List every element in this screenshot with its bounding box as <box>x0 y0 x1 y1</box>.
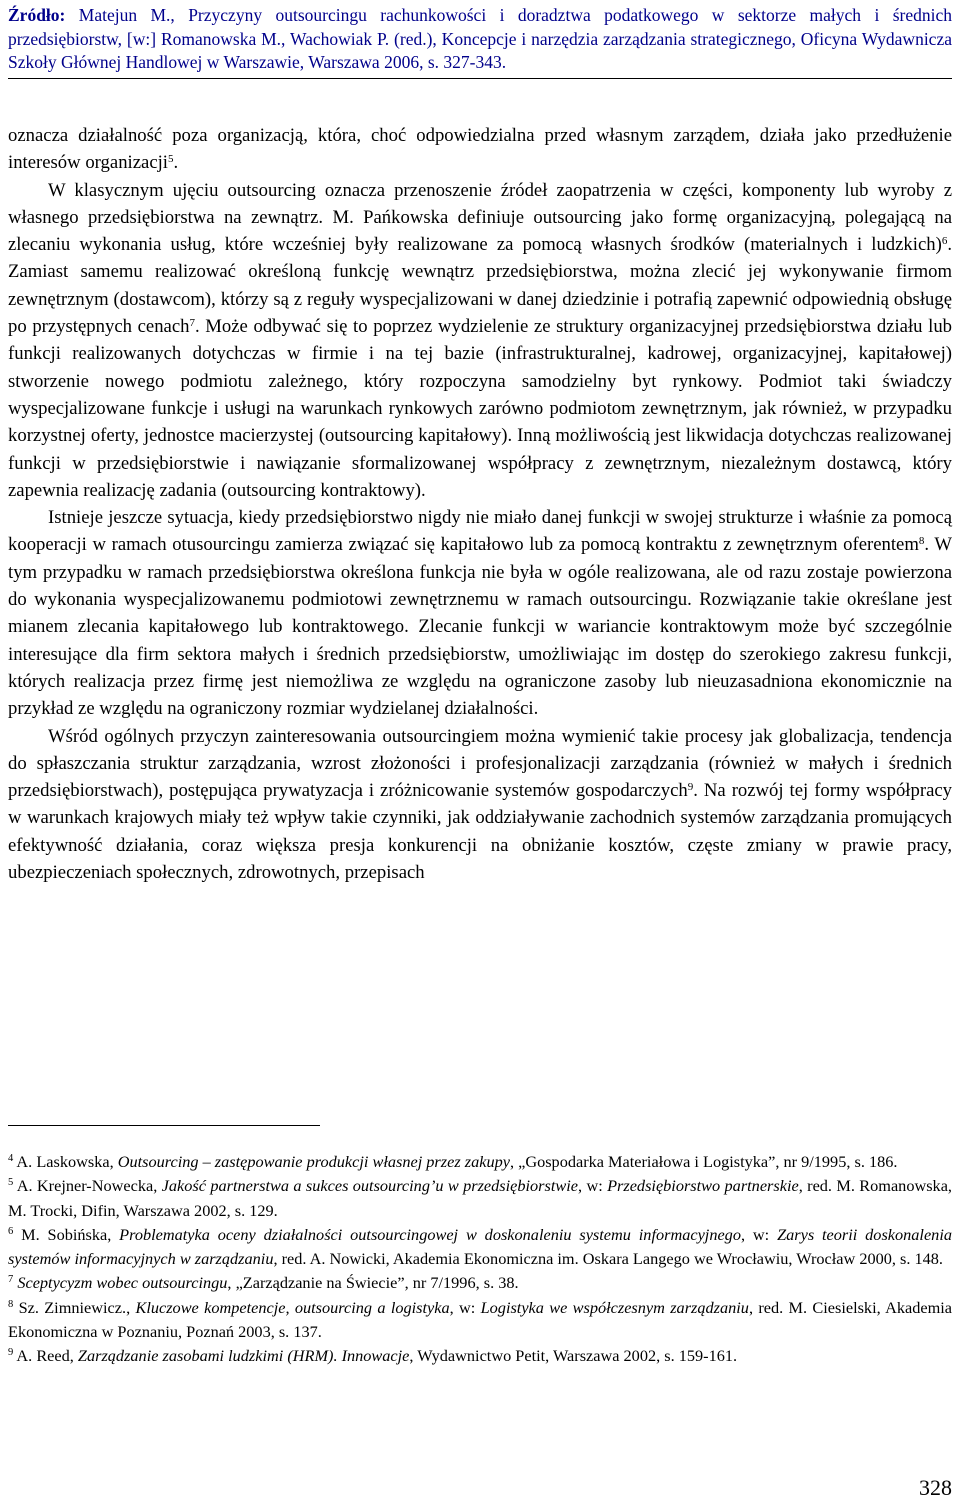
footnote-separator <box>8 1125 320 1126</box>
footnote-title: Problematyka oceny działalności outsourcingowej w doskonaleniu systemu informacyjnego <box>119 1224 741 1244</box>
paragraph-text: . W tym przypadku w ramach przedsiębiorstwa określona funkcja nie była w ogóle realizowana, ale od razu zostaje powierzona do wykonania wyspecjalizowanemu podmiotowi zewnętrznemu w ramach outsourcingu. Rozwiązanie takie określane jest mianem zlecania kapitałowego lub kontraktowego. Zlecanie funkcji w wariancie kontraktowym może być szczególnie interesujące dla firm sektora małych i średnich przedsiębiorstw, umożliwiając im dostęp do szerokiego zakresu funkcji, których realizacja przez firmę jest niemożliwa ze względu na ograniczone zasoby lub nieuzasadniona ekonomicznie na przykład ze względu na ograniczony rozmiar wydzielanej działalności. <box>8 534 952 720</box>
footnote-text: , red. M. Romanowska, M. Trocki, Difin, Warszawa 2002, s. 129. <box>8 1176 952 1220</box>
paragraph-text: Istnieje jeszcze sytuacja, kiedy przedsiębiorstwo nigdy nie miało danej funkcji w swojej strukturze i właśnie za pomocą kooperacji w ramach otusourcingu zamierza związać się kapitałowo lub za pomocą kontraktu z zewnętrznym oferentem <box>8 507 952 556</box>
footnote-title: Zarządzanie zasobami ludzkimi (HRM). Innowacje <box>77 1346 410 1366</box>
footnote-title: Logistyka we współczesnym zarządzaniu <box>480 1297 749 1317</box>
footnote-number: 7 <box>8 1274 14 1286</box>
footnote-number: 9 <box>8 1347 14 1359</box>
paragraph-4 <box>8 723 952 887</box>
page-number: 328 <box>919 1475 952 1500</box>
footnote-number: 8 <box>8 1298 14 1310</box>
paragraph-text: . <box>173 152 179 174</box>
source-label: Źródło: <box>8 5 66 25</box>
footnote-text: , w: <box>740 1224 778 1244</box>
footnote-text: , w: <box>578 1176 608 1196</box>
footnote-ref-7[interactable]: 7 <box>189 317 195 330</box>
footnote-ref-6[interactable]: 6 <box>941 235 948 248</box>
paragraph-2 <box>8 177 952 505</box>
footnote-text: , „Gospodarka Materiałowa i Logistyka”, nr 9/1995, s. 186. <box>509 1152 898 1171</box>
paragraph-text: . Zamiast samemu realizować określoną funkcję wewnątrz przedsiębiorstwa, można zlecić jej wykonywanie firmom zewnętrznym (dostawcom), którzy są z reguły wyspecjalizowani w danej dziedzinie i potrafią zapewnić odpowiednią obsługę po przystępnych cenach <box>8 234 952 338</box>
paragraph-1 <box>8 122 952 177</box>
footnote-title: Kluczowe kompetencje, outsourcing a logistyka <box>135 1297 450 1317</box>
footnote-text: , „Zarządzanie na Świecie”, nr 7/1996, s. 38. <box>227 1273 519 1293</box>
footnote-number: 5 <box>8 1177 14 1189</box>
footnote-9 <box>8 1344 952 1368</box>
paragraph-text: Wśród ogólnych przyczyn zainteresowania outsourcingiem można wymienić takie procesy jak globalizacja, tendencja do spłaszczania struktur zarządzania, wzrost złożoności i profesjonalizacji zarządzania (również w małych i średnich przedsiębiorstwach), postępująca prywatyzacja i zróżnicowanie systemów gospodarczych <box>8 725 952 802</box>
source-citation <box>8 4 952 79</box>
footnote-text: Sz. Zimniewicz., <box>13 1297 136 1317</box>
footnote-title: Outsourcing – zastępowanie produkcji własnej przez zakupy <box>117 1152 510 1171</box>
source-text: Matejun M., Przyczyny outsourcingu rachunkowości i doradztwa podatkowego w sektorze małych i średnich przedsiębiorstw, [w:] Romanowska M., Wachowiak P. (red.), Koncepcje i narzędzia zarządzania strategicznego, Oficyna Wydawnicza Szkoły Głównej Handlowej w Warszawie, Warszawa 2006, s. 327-343. <box>8 5 952 72</box>
footnote-text: A. Krejner-Nowecka, <box>13 1176 162 1196</box>
footnote-5 <box>8 1174 952 1223</box>
footnote-text: , w: <box>449 1297 481 1317</box>
footnote-text: , red. A. Nowicki, Akademia Ekonomiczna im. Oskara Langego we Wrocławiu, Wrocław 2000, s. 148. <box>273 1249 943 1269</box>
footnote-text: A. Laskowska, <box>13 1152 118 1171</box>
footnote-text: , Wydawnictwo Petit, Warszawa 2002, s. 159-161. <box>409 1346 738 1366</box>
footnote-title: Jakość partnerstwa a sukces outsourcing’u w przedsiębiorstwie <box>161 1176 578 1196</box>
footnote-text: M. Sobińska, <box>13 1224 120 1244</box>
paragraph-text: oznacza działalność poza organizacją, która, choć odpowiedzialna przed własnym zarządem, działa jako przedłużenie interesów organizacji <box>8 125 952 174</box>
paragraph-text: . Na rozwój tej formy współpracy w warunkach krajowych miały też wpływ takie czynniki, jak oddziaływanie zachodnich systemów zarządzania promujących efektywność działania, coraz większa presja konkurencji na obniżanie kosztów, częste zmiany w prawie pracy, ubezpieczeniach społecznych, zdrowotnych, przepisach <box>8 780 952 884</box>
footnote-title: Przedsiębiorstwo partnerskie <box>607 1176 799 1196</box>
footnotes <box>8 1150 952 1369</box>
footnote-title: Zarys teorii doskonalenia systemów informacyjnych w zarządzaniu <box>8 1224 952 1269</box>
footnote-number: 4 <box>8 1153 14 1164</box>
footnote-text: , red. M. Ciesielski, Akademia Ekonomiczna w Poznaniu, Poznań 2003, s. 137. <box>8 1297 952 1342</box>
footnote-6 <box>8 1223 952 1272</box>
footnote-title: Sceptycyzm wobec outsourcingu <box>17 1273 228 1293</box>
footnote-text: A. Reed, <box>13 1346 78 1366</box>
footnote-ref-8[interactable]: 8 <box>918 535 925 548</box>
paragraph-3 <box>8 504 952 722</box>
footnote-4 <box>8 1150 952 1174</box>
paragraph-text: W klasycznym ujęciu outsourcing oznacza przenoszenie źródeł zaopatrzenia w części, komponenty lub wyroby z własnego przedsiębiorstwa na zewnątrz. M. Pańkowska definiuje outsourcing jako formę organizacyjną, polegającą na zlecaniu wykonania usług, które wcześniej były realizowane za pomocą własnych środków (materialnych i ludzkich) <box>8 179 952 256</box>
footnote-8 <box>8 1296 952 1345</box>
footnote-7 <box>8 1271 952 1295</box>
paragraph-text: . Może odbywać się to poprzez wydzielenie ze struktury organizacyjnej przedsiębiorstwa działu lub funkcji realizowanych dotychczas w firmie i na tej bazie (infrastrukturalnej, kadrowej, organizacyjnej, kapitałowej) stworzenie nowego podmiotu zależnego, który rozpoczyna samodzielny byt rynkowy. Podmiot taki świadczy wyspecjalizowane funkcje i usługi na warunkach rynkowych zarówno podmiotom zewnętrznym, jak również, w przypadku korzystnej oferty, jednostce macierzystej (outsourcing kapitałowy). Inną możliwością jest likwidacja dotychczas realizowanej funkcji w przedsiębiorstwie i nawiązanie sformalizowanej współpracy z zewnętrznym, niezależnym dostawcą, który zapewnia realizację zadania (outsourcing kontraktowy). <box>8 316 953 501</box>
footnote-ref-9[interactable]: 9 <box>687 781 694 794</box>
footnote-number: 6 <box>8 1225 14 1237</box>
main-text <box>8 122 952 886</box>
footnote-ref-5[interactable]: 5 <box>168 153 174 166</box>
